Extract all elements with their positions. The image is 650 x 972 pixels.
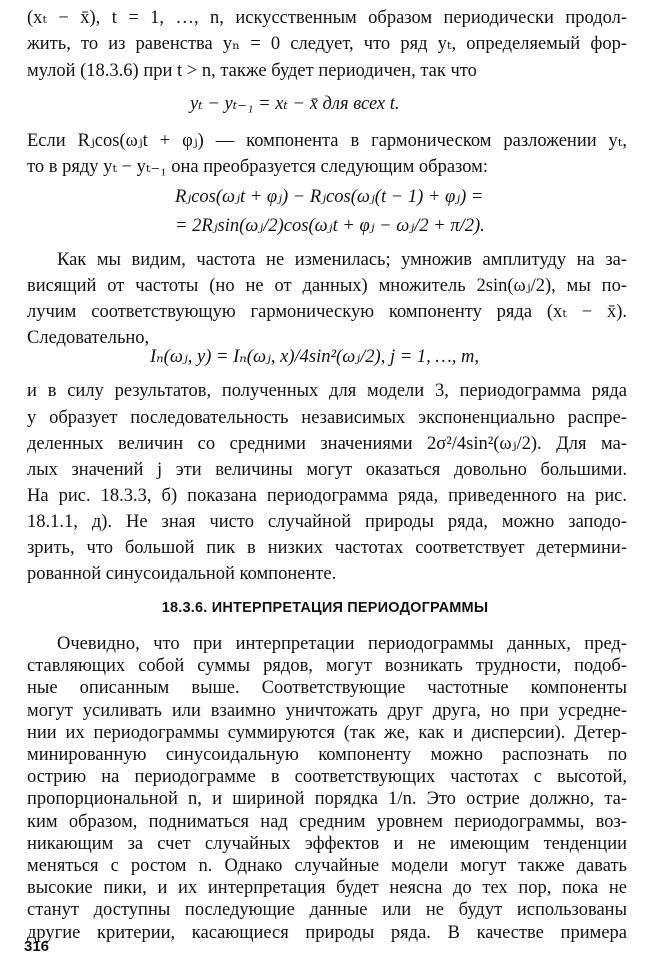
equation-periodogram-relation: Iₙ(ωⱼ, y) = Iₙ(ωⱼ, x)/4sin²(ωⱼ/2), j = 1, …, m,: [150, 347, 480, 367]
text-line: мулой (18.3.6) при t > n, также будет периодичен, так что: [27, 61, 477, 81]
text-line: другие критерии, касающиеся природы ряда. В качестве примера: [27, 922, 627, 943]
text-line: (xₜ − x̄), t = 1, …, n, искусственным образом периодически продол-: [27, 8, 627, 28]
text-line: и в силу результатов, полученных для модели 3, периодограмма ряда: [27, 381, 627, 401]
text-line: деленных величин со средними значениями 2σ²/4sin²(ωⱼ/2). Для ма-: [27, 434, 627, 454]
text-line: ким образом, подниматься над средним уровнем периодограммы, воз-: [27, 811, 627, 832]
equation-periodic-difference: yₜ − yₜ₋₁ = xₜ − x̄ для всех t.: [190, 94, 400, 114]
text-line: могут усиливать или взаимно уничтожать друг друга, но при усредне-: [27, 700, 627, 721]
text-line: пропорциональной n, и шириной порядка 1/n. Это острие должно, та-: [27, 789, 627, 810]
text-line: На рис. 18.3.3, б) показана периодограмма ряда, приведенного на рис.: [27, 486, 627, 506]
text-line: Как мы видим, частота не изменилась; умножив амплитуду на за-: [57, 250, 627, 270]
page-number: 316: [24, 938, 50, 955]
text-line: острию на периодограмме в соответствующих частотах с высотой,: [27, 767, 627, 788]
text-line: ставляющих собой суммы рядов, могут возникать трудности, подоб-: [27, 656, 627, 677]
text-line: никающим за счет случайных эффектов и не имеющим тенденции: [27, 833, 627, 854]
text-line: рованной синусоидальной компоненте.: [27, 564, 337, 584]
text-line: Очевидно, что при интерпретации периодограммы данных, пред-: [57, 634, 627, 654]
text-line: станут доступны последующие данные или не будут использованы: [27, 900, 627, 921]
text-line: лых значений j эти величины могут оказаться довольно большими.: [27, 460, 627, 480]
text-line: жить, то из равенства yₙ = 0 следует, что ряд yₜ, определяемый фор-: [27, 34, 627, 54]
equation-sin-cos-product: = 2Rⱼsin(ωⱼ/2)cos(ωⱼt + φⱼ − ωⱼ/2 + π/2).: [175, 216, 485, 236]
text-line: y образует последовательность независимых экспоненциально распре-: [27, 408, 627, 428]
text-line: нии их периодограммы суммируются (так же, как и дисперсии). Детер-: [27, 722, 627, 743]
text-line: 18.1.1, д). Не зная чисто случайной природы ряда, можно заподо-: [27, 512, 627, 532]
text-line: высокие пики, и их интерпретация будет неясна до тех пор, пока не: [27, 878, 627, 899]
section-heading: 18.3.6. ИНТЕРПРЕТАЦИЯ ПЕРИОДОГРАММЫ: [161, 600, 489, 616]
text-line: то в ряду yₜ − yₜ₋₁ она преобразуется следующим образом:: [27, 157, 488, 177]
text-line: меняться с ростом n. Однако случайные модели могут также давать: [27, 856, 627, 876]
text-line: минированную синусоидальную компоненту можно распознать по: [27, 745, 627, 765]
text-line: лучим соответствующую гармоническую компоненту ряда (xₜ − x̄).: [27, 302, 627, 322]
text-line: зрить, что большой пик в низких частотах соответствует детермини-: [27, 538, 627, 558]
text-line: ные описанным выше. Соответствующие частотные компоненты: [27, 678, 627, 699]
text-line: Если Rⱼcos(ωⱼt + φⱼ) — компонента в гармоническом разложении yₜ,: [27, 131, 627, 151]
text-line: Следовательно,: [27, 328, 150, 348]
text-line: висящий от частоты (но не от данных) множитель 2sin(ωⱼ/2), мы по-: [27, 276, 627, 296]
equation-cos-difference: Rⱼcos(ωⱼt + φⱼ) − Rⱼcos(ωⱼ(t − 1) + φⱼ) =: [175, 187, 484, 207]
